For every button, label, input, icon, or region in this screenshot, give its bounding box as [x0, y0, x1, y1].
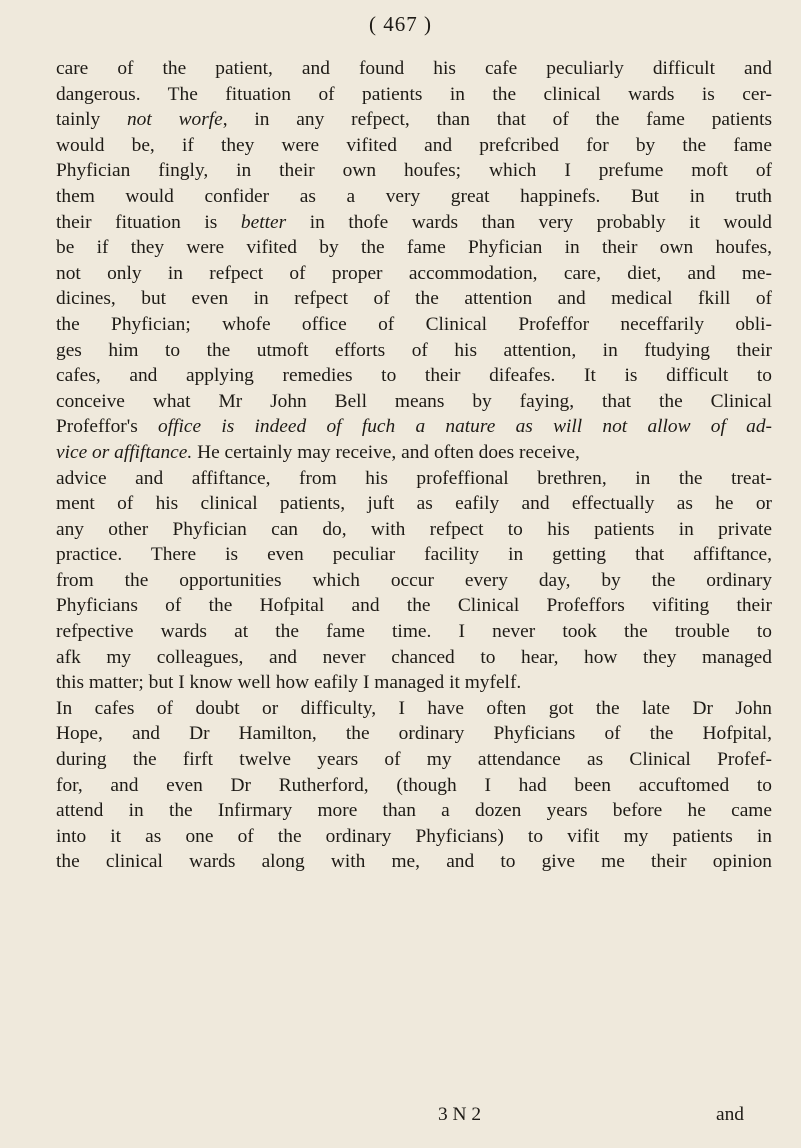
- text-line: [56, 798, 772, 824]
- text-line: [56, 645, 772, 671]
- text-segment: Hope, and Dr Hamilton, the ordinary Phyficians of the Hofpital,: [56, 723, 772, 745]
- text-line: [56, 107, 772, 133]
- text-line: [56, 235, 772, 261]
- text-line: [56, 466, 772, 492]
- text-segment: , in any refpect, than that of the fame patients: [222, 109, 773, 131]
- text-segment: Phyficians of the Hofpital and the Clinical Profeffors vifiting their: [56, 595, 772, 617]
- text-segment: tainly: [56, 109, 127, 131]
- text-line: [56, 568, 772, 594]
- text-segment: this matter; but I know well how eafily I managed it myfelf.: [56, 672, 522, 694]
- text-segment: not only in refpect of proper accommodation, care, diet, and me-: [56, 262, 772, 284]
- italic-text: not worfe: [126, 109, 223, 131]
- page-number: ( 467 ): [369, 12, 432, 36]
- text-segment: ges him to the utmoft efforts of his attention, in ftudying their: [56, 339, 772, 361]
- text-segment: afk my colleagues, and never chanced to hear, how they managed: [56, 646, 772, 668]
- text-line: [56, 440, 772, 466]
- text-segment: the clinical wards along with me, and to give me their opinion: [56, 851, 772, 873]
- text-line: [56, 286, 772, 312]
- text-segment: be if they were vifited by the fame Phyfician in their own houfes,: [56, 237, 772, 259]
- text-segment: their fituation is: [56, 211, 241, 233]
- text-line: [56, 363, 772, 389]
- text-segment: in thofe wards than very probably it would: [286, 211, 772, 233]
- text-line: [56, 773, 772, 799]
- text-segment: ment of his clinical patients, juft as eafily and effectually as he or: [56, 493, 772, 515]
- text-segment: during the firft twelve years of my attendance as Clinical Profef-: [56, 749, 772, 771]
- text-segment: the Phyfician; whofe office of Clinical Profeffor neceffarily obli-: [56, 313, 772, 335]
- text-line: [56, 312, 772, 338]
- text-segment: them would confider as a very great happinefs. But in truth: [56, 185, 772, 207]
- text-line: [56, 696, 772, 722]
- signature-mark: 3 N 2: [438, 1104, 482, 1125]
- text-segment: care of the patient, and found his cafe peculiarly difficult and: [56, 58, 772, 79]
- text-segment: attend in the Infirmary more than a dozen years before he came: [56, 800, 772, 822]
- text-segment: conceive what Mr John Bell means by faying, that the Clinical: [56, 390, 772, 412]
- text-line: [56, 133, 772, 159]
- text-segment: Profeffor's: [56, 416, 159, 438]
- text-segment: refpective wards at the fame time. I never took the trouble to: [56, 621, 772, 643]
- italic-text: vice or affiftance.: [56, 441, 193, 463]
- text-segment: dangerous. The fituation of patients in the clinical wards is cer-: [56, 83, 772, 105]
- text-line: [56, 747, 772, 773]
- italic-text: office is indeed of fuch a nature as will not allow of ad-: [158, 416, 772, 438]
- text-line: [56, 517, 772, 543]
- text-segment: advice and affiftance, from his profeffional brethren, in the treat-: [56, 467, 772, 489]
- text-segment: In cafes of doubt or difficulty, I have often got the late Dr John: [56, 697, 772, 719]
- page-footer: [56, 1102, 772, 1128]
- text-segment: practice. There is even peculiar facility in getting that affiftance,: [56, 544, 772, 566]
- text-line: [56, 491, 772, 517]
- text-line: [56, 210, 772, 236]
- text-segment: for, and even Dr Rutherford, (though I had been accuftomed to: [56, 774, 772, 796]
- body-text: [56, 56, 772, 875]
- text-line: [56, 56, 772, 82]
- text-line: [56, 184, 772, 210]
- text-line: [56, 721, 772, 747]
- text-line: [56, 619, 772, 645]
- text-line: [56, 82, 772, 108]
- text-line: [56, 389, 772, 415]
- italic-text: better: [240, 211, 287, 233]
- text-line: [56, 593, 772, 619]
- text-line: [56, 414, 772, 440]
- text-segment: any other Phyfician can do, with refpect to his patients in private: [56, 518, 772, 540]
- text-segment: into it as one of the ordinary Phyficians) to vifit my patients in: [56, 825, 772, 847]
- text-segment: from the opportunities which occur every day, by the ordinary: [56, 569, 772, 591]
- text-segment: He certainly may receive, and often does receive,: [192, 441, 580, 463]
- text-line: [56, 824, 772, 850]
- text-segment: would be, if they were vifited and prefcribed for by the fame: [56, 134, 772, 156]
- text-line: [56, 261, 772, 287]
- text-line: [56, 158, 772, 184]
- text-segment: cafes, and applying remedies to their difeafes. It is difficult to: [56, 365, 772, 387]
- catchword: and: [716, 1104, 744, 1125]
- text-segment: dicines, but even in refpect of the attention and medical fkill of: [56, 288, 772, 310]
- text-line: [56, 542, 772, 568]
- text-line: [56, 849, 772, 875]
- text-segment: Phyfician fingly, in their own houfes; which I prefume moft of: [56, 160, 772, 182]
- text-line: [56, 670, 772, 696]
- text-line: [56, 338, 772, 364]
